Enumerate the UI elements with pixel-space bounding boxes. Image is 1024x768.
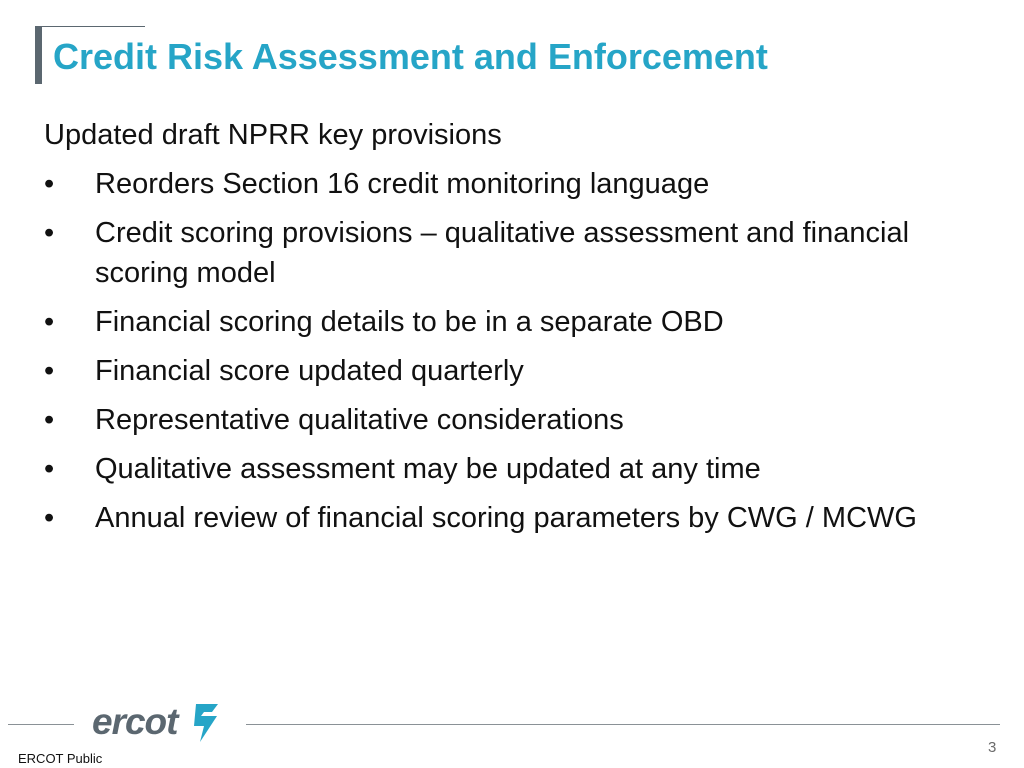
title-accent-bar <box>35 26 42 84</box>
bullet-list <box>44 164 984 538</box>
list-item <box>44 302 984 342</box>
bullet-icon: • <box>44 168 55 200</box>
footer-divider-left <box>8 724 74 725</box>
intro-text: Updated draft NPRR key provisions <box>44 119 502 151</box>
bullet-text: Credit scoring provisions – qualitative assessment and financial scoring model <box>95 217 910 289</box>
ercot-logo <box>92 700 232 748</box>
list-item <box>44 164 984 204</box>
footer-divider-right <box>246 724 1000 725</box>
bullet-text: Reorders Section 16 credit monitoring language <box>95 168 710 200</box>
page-number: 3 <box>988 739 997 756</box>
list-item <box>44 351 984 391</box>
bullet-text: Representative qualitative considerations <box>95 404 624 436</box>
bullet-icon: • <box>44 355 55 387</box>
slide-title: Credit Risk Assessment and Enforcement <box>53 36 768 77</box>
title-rule <box>35 26 145 27</box>
list-item <box>44 213 984 293</box>
bullet-text: Financial score updated quarterly <box>95 355 524 387</box>
slide-content <box>44 115 984 547</box>
classification-label: ERCOT Public <box>18 751 103 766</box>
bullet-icon: • <box>44 306 55 338</box>
list-item <box>44 498 984 538</box>
list-item <box>44 449 984 489</box>
logo-wordmark: ercot <box>92 701 178 742</box>
bullet-icon: • <box>44 502 55 534</box>
bullet-text: Financial scoring details to be in a separate OBD <box>95 306 724 338</box>
bullet-icon: • <box>44 453 55 485</box>
bullet-text: Qualitative assessment may be updated at any time <box>95 453 761 485</box>
list-item <box>44 400 984 440</box>
lightning-bolt-icon <box>190 700 222 746</box>
bullet-icon: • <box>44 217 55 249</box>
bullet-icon: • <box>44 404 55 436</box>
bullet-text: Annual review of financial scoring parameters by CWG / MCWG <box>95 502 917 534</box>
